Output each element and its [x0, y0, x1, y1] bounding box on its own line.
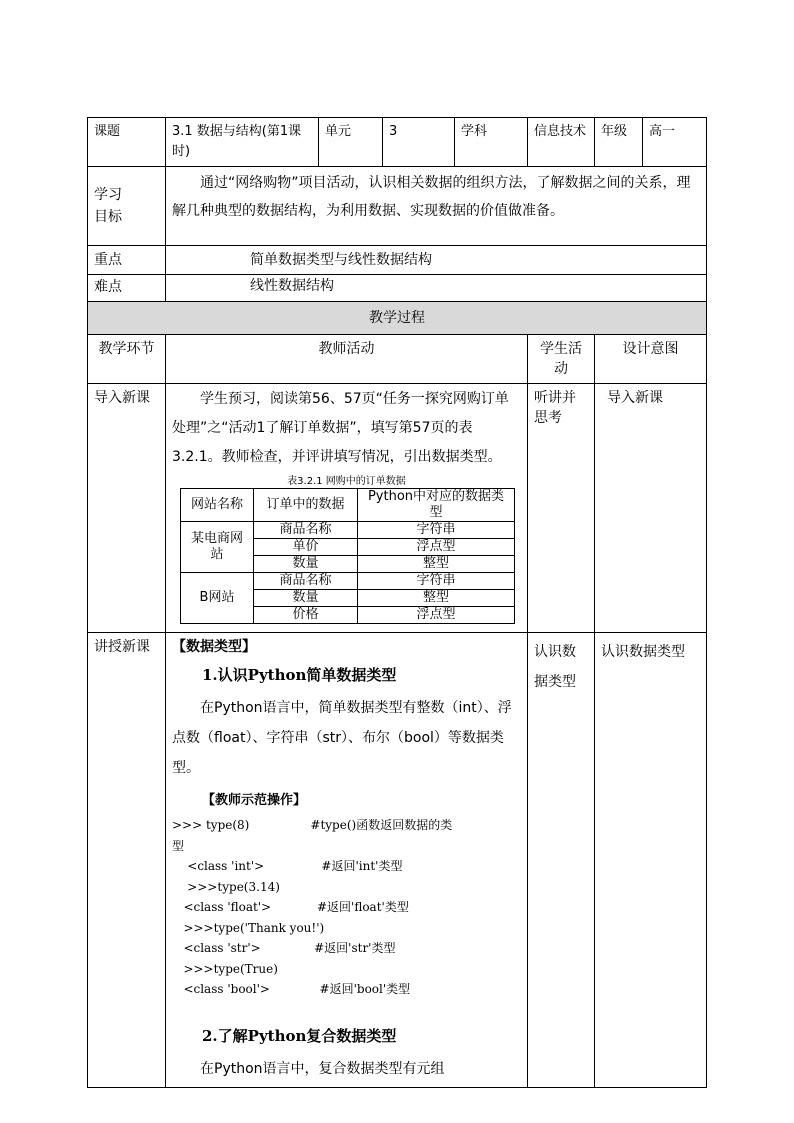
lesson-plan-table	[87, 117, 707, 1088]
subject-label: 学科	[455, 118, 528, 167]
grade-value: 高一	[643, 118, 707, 167]
lecture-design: 认识数据类型	[595, 633, 707, 1088]
inner-table-caption: 表3.2.1 网购中的订单数据	[287, 476, 406, 487]
inner-cell: 价格	[254, 607, 358, 624]
goals-label: 学习目标	[88, 167, 166, 246]
inner-cell: 浮点型	[358, 539, 515, 556]
lesson-label: 课题	[88, 118, 166, 167]
sub1-text: 在Python语言中，简单数据类型有整数（int）、浮点数（float）、字符串（str）、布尔（bool）等数据类型。	[172, 700, 512, 776]
inner-cell: 数量	[254, 556, 358, 573]
header-row	[88, 118, 707, 167]
section-title: 【数据类型】	[172, 639, 256, 655]
sub2-title: 2.了解Python复合数据类型	[202, 1026, 397, 1045]
lecture-row	[88, 633, 707, 1088]
key-point-text: 简单数据类型与线性数据结构	[166, 246, 707, 275]
sub2-text: 在Python语言中，复合数据类型有元组	[200, 1060, 445, 1077]
lecture-teacher-cell	[166, 633, 528, 1088]
col-student: 学生活动	[528, 335, 595, 384]
columns-row	[88, 335, 707, 384]
intro-teacher-text: 学生预习，阅读第56、57页“任务一探究网购订单处理”之“活动1了解订单数据”，填写第57页的表3.2.1。教师检查，并评讲填写情况，引出数据类型。	[172, 391, 509, 465]
col-stage: 教学环节	[88, 335, 166, 384]
demo-title: 【教师示范操作】	[202, 793, 307, 808]
inner-header: Python中对应的数据类型	[358, 489, 515, 522]
grade-label: 年级	[595, 118, 643, 167]
goals-text: 通过“网络购物”项目活动，认识相关数据的组织方法，了解数据之间的关系，理解几种典型的数据结构，为利用数据、实现数据的价值做准备。	[166, 167, 707, 246]
inner-site: B网站	[181, 573, 254, 624]
difficulty-row	[88, 275, 707, 302]
inner-cell: 浮点型	[358, 607, 515, 624]
key-point-row	[88, 246, 707, 275]
code-line: <class 'str'> #返回'str'类型	[172, 941, 396, 955]
code-line: >>>type(True)	[172, 961, 278, 976]
lesson-value: 3.1 数据与结构(第1课时)	[166, 118, 319, 167]
inner-cell: 字符串	[358, 522, 515, 539]
lecture-student: 认识数据类型	[528, 633, 595, 1088]
order-data-table	[180, 488, 515, 624]
difficulty-text: 线性数据结构	[166, 275, 707, 302]
sub1-title: 1.认识Python简单数据类型	[202, 666, 397, 684]
inner-cell: 整型	[358, 556, 515, 573]
intro-row	[88, 384, 707, 633]
unit-label: 单元	[319, 118, 383, 167]
intro-design: 导入新课	[595, 384, 707, 633]
code-line: >>>type(3.14)	[172, 879, 280, 894]
intro-student: 听讲并思考	[528, 384, 595, 633]
code-line: >>> type(8) #type()函数返回数据的类	[172, 818, 453, 832]
lecture-stage: 讲授新课	[88, 633, 166, 1088]
intro-teacher-cell	[166, 384, 528, 633]
subject-value: 信息技术	[528, 118, 595, 167]
process-title: 教学过程	[88, 302, 707, 335]
unit-value: 3	[383, 118, 455, 167]
inner-cell: 单价	[254, 539, 358, 556]
inner-site: 某电商网站	[181, 522, 254, 573]
code-line: <class 'bool'> #返回'bool'类型	[172, 982, 411, 996]
col-design: 设计意图	[595, 335, 707, 384]
inner-cell: 整型	[358, 590, 515, 607]
inner-cell: 商品名称	[254, 573, 358, 590]
code-line: <class 'int'> #返回'int'类型	[172, 859, 403, 873]
inner-cell: 数量	[254, 590, 358, 607]
code-line: <class 'float'> #返回'float'类型	[172, 900, 409, 914]
inner-cell: 商品名称	[254, 522, 358, 539]
goals-row	[88, 167, 707, 246]
key-point-label: 重点	[88, 246, 166, 275]
inner-header: 订单中的数据	[254, 489, 358, 522]
col-teacher: 教师活动	[166, 335, 528, 384]
difficulty-label: 难点	[88, 275, 166, 302]
process-title-row	[88, 302, 707, 335]
code-line: >>>type('Thank you!')	[172, 920, 325, 935]
intro-stage: 导入新课	[88, 384, 166, 633]
code-line: 型	[172, 838, 185, 853]
inner-cell: 字符串	[358, 573, 515, 590]
inner-header: 网站名称	[181, 489, 254, 522]
